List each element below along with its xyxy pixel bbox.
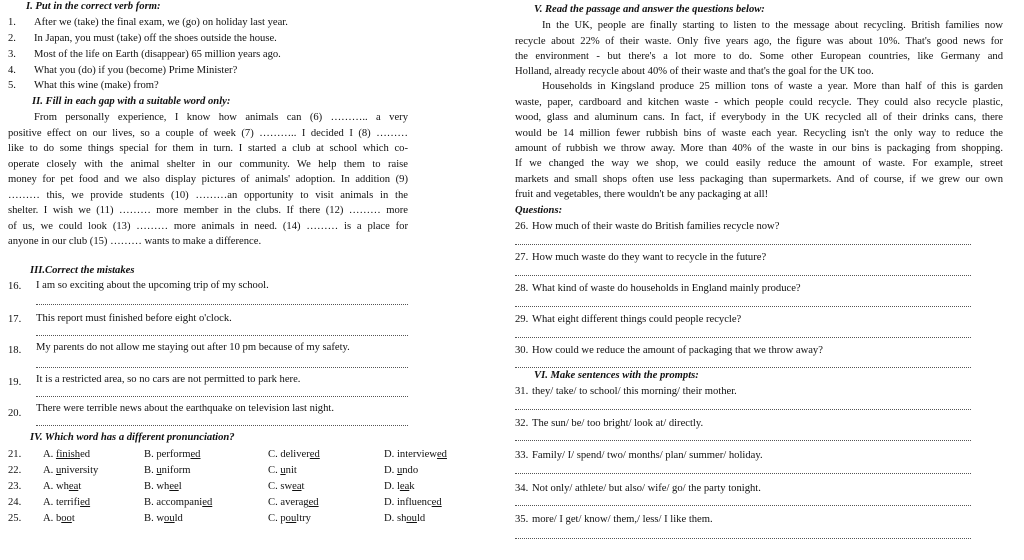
answer-line[interactable]: [36, 335, 408, 336]
item-number: 1.: [8, 17, 16, 28]
passage-line: money for pet food and we also display pictures of animals' adoption. In addition (9): [8, 174, 408, 185]
section-5-heading: V. Read the passage and answer the questions below:: [534, 4, 765, 15]
item-number: 24.: [8, 497, 22, 508]
answer-line[interactable]: [515, 306, 971, 307]
option-a: A. wheat: [43, 481, 82, 492]
question-text: What kind of waste do households in England mainly produce?: [532, 283, 801, 294]
question-text: How could we reduce the amount of packaging that we throw away?: [532, 345, 823, 356]
item-text: After we (take) the final exam, we (go) on holiday last year.: [34, 17, 288, 28]
passage-line: Holland, already recycle about 40% of their waste and that's the goal for the UK too.: [515, 66, 874, 77]
option-d: D. leak: [384, 481, 415, 492]
answer-line[interactable]: [515, 409, 971, 410]
answer-line[interactable]: [515, 538, 971, 539]
item-number: 20.: [8, 408, 22, 419]
answer-line[interactable]: [515, 367, 971, 368]
item-text: What you (do) if you (become) Prime Minister?: [34, 65, 238, 76]
passage-line: amount of rubbish we throw away. More than 40% of the waste in our bins is packaging from shopping.: [515, 143, 1003, 154]
option-d: D. should: [384, 513, 426, 524]
option-b: B. wheel: [144, 481, 182, 492]
passage-line: If we changed the way we shop, we could easily reduce the amount of waste. For example, street: [515, 158, 1003, 169]
question-number: 28.: [515, 283, 529, 294]
option-c: C. averaged: [268, 497, 319, 508]
question-number: 27.: [515, 252, 529, 263]
item-number: 19.: [8, 377, 22, 388]
passage-line: From personally experience, I know how animals can (6) ……….. a very: [34, 112, 408, 123]
option-b: B. accompanied: [144, 497, 213, 508]
item-number: 2.: [8, 33, 16, 44]
answer-line[interactable]: [36, 396, 408, 397]
prompt-number: 33.: [515, 450, 529, 461]
prompt-number: 31.: [515, 386, 529, 397]
item-text: This report must finished before eight o'clock.: [36, 313, 232, 324]
questions-heading: Questions:: [515, 205, 563, 216]
option-c: C. unit: [268, 465, 297, 476]
item-text: In Japan, you must (take) off the shoes outside the house.: [34, 33, 277, 44]
item-number: 3.: [8, 49, 16, 60]
prompt-number: 32.: [515, 418, 529, 429]
passage-line: positive effect on our lives, so a couple of week (7) ……….. I decided I (8) ………: [8, 128, 408, 139]
answer-line[interactable]: [515, 440, 971, 441]
option-a: A. university: [43, 465, 99, 476]
answer-line[interactable]: [515, 244, 971, 245]
option-d: D. interviewed: [384, 449, 447, 460]
passage-line: like to do some things special for them in turn. I started a club at school which co-: [8, 143, 408, 154]
section-2-heading: II. Fill in each gap with a suitable word only:: [32, 96, 231, 107]
prompt-text: more/ I get/ know/ them,/ less/ I like them.: [532, 514, 713, 525]
section-4-heading: IV. Which word has a different pronunciation?: [30, 432, 235, 443]
question-number: 29.: [515, 314, 529, 325]
section-1-heading: I. Put in the correct verb form:: [26, 1, 161, 12]
passage-line: markets and small shops often use less packaging than supermarkets. And of course, if we grew our own: [515, 174, 1003, 185]
item-text: There were terrible news about the earthquake on television last night.: [36, 403, 334, 414]
passage-line: would be 14 million fewer rubbish bins of waste each year. Recycling isn't the only way to reduce the: [515, 128, 1003, 139]
item-number: 23.: [8, 481, 22, 492]
item-number: 16.: [8, 281, 22, 292]
passage-line: operate closely with the animal shelter in our community. We help them to raise: [8, 159, 408, 170]
passage-line: fruit and vegetables, there wouldn't be any packaging at all!: [515, 189, 769, 200]
item-text: I am so exciting about the upcoming trip of my school.: [36, 280, 269, 291]
passage-line: Households in Kingsland produce 25 million tons of waste a year. More than half of this is garden: [542, 81, 1003, 92]
answer-line[interactable]: [36, 304, 408, 305]
option-b: B. uniform: [144, 465, 191, 476]
answer-line[interactable]: [515, 275, 971, 276]
answer-line[interactable]: [515, 505, 971, 506]
prompt-number: 34.: [515, 483, 529, 494]
option-a: A. boot: [43, 513, 75, 524]
item-number: 25.: [8, 513, 22, 524]
passage-line: waste, paper, cardboard and kitchen waste - which people could recycle. They could also recycle plastic,: [515, 97, 1003, 108]
passage-line: of us, we could look (13) ……… more animals in need. (14) ……… is a place for: [8, 221, 408, 232]
answer-line[interactable]: [36, 425, 408, 426]
item-number: 18.: [8, 345, 22, 356]
question-number: 30.: [515, 345, 529, 356]
passage-line: shelter. I wish we (11) ……… more member in the clubs. If there (12) ……… more: [8, 205, 408, 216]
option-b: B. performed: [144, 449, 201, 460]
passage-line: recycle about 22% of their waste. Only five years ago, the figure was about 10%. That's good news for: [515, 36, 1003, 47]
item-text: Most of the life on Earth (disappear) 65 million years ago.: [34, 49, 281, 60]
option-d: D. undo: [384, 465, 419, 476]
question-text: What eight different things could people recycle?: [532, 314, 742, 325]
item-text: What this wine (make) from?: [34, 80, 159, 91]
question-text: How much of their waste do British families recycle now?: [532, 221, 780, 232]
item-text: My parents do not allow me staying out after 10 pm because of my safety.: [36, 342, 350, 353]
passage-line: anyone in our club (15) ……… wants to make a difference.: [8, 236, 262, 247]
prompt-text: The sun/ be/ too bright/ look at/ directly.: [532, 418, 704, 429]
passage-line: In the UK, people are finally starting to listen to the message about recycling. British families now: [542, 20, 1003, 31]
item-text: It is a restricted area, so no cars are not permitted to park here.: [36, 374, 301, 385]
option-d: D. influenced: [384, 497, 442, 508]
item-number: 21.: [8, 449, 22, 460]
item-number: 5.: [8, 80, 16, 91]
item-number: 22.: [8, 465, 22, 476]
passage-line: ……… this, we provide students (10) ………an opportunity to visit animals in the: [8, 190, 408, 201]
question-number: 26.: [515, 221, 529, 232]
item-number: 4.: [8, 65, 16, 76]
passage-line: wood, glass and aluminum cans. In fact, if everybody in the UK recycled all of their drinks cans, there: [515, 112, 1003, 123]
prompt-text: Not only/ athlete/ but also/ wife/ go/ the party tonight.: [532, 483, 761, 494]
option-c: C. delivered: [268, 449, 320, 460]
option-b: B. would: [144, 513, 183, 524]
right-column: [512, 0, 1024, 560]
prompt-text: they/ take/ to school/ this morning/ their mother.: [532, 386, 737, 397]
answer-line[interactable]: [36, 367, 408, 368]
answer-line[interactable]: [515, 473, 971, 474]
option-a: A. terrified: [43, 497, 91, 508]
option-c: C. poultry: [268, 513, 311, 524]
prompt-text: Family/ I/ spend/ two/ months/ plan/ summer/ holiday.: [532, 450, 763, 461]
answer-line[interactable]: [515, 337, 971, 338]
option-a: A. finished: [43, 449, 91, 460]
option-c: C. sweat: [268, 481, 305, 492]
item-number: 17.: [8, 314, 22, 325]
section-3-heading: III.Correct the mistakes: [30, 265, 135, 276]
prompt-number: 35.: [515, 514, 529, 525]
question-text: How much waste do they want to recycle in the future?: [532, 252, 767, 263]
passage-line: the environment - but there's a lot more to do. Some other European countries, like Germany and: [515, 51, 1003, 62]
section-6-heading: VI. Make sentences with the prompts:: [534, 370, 699, 381]
